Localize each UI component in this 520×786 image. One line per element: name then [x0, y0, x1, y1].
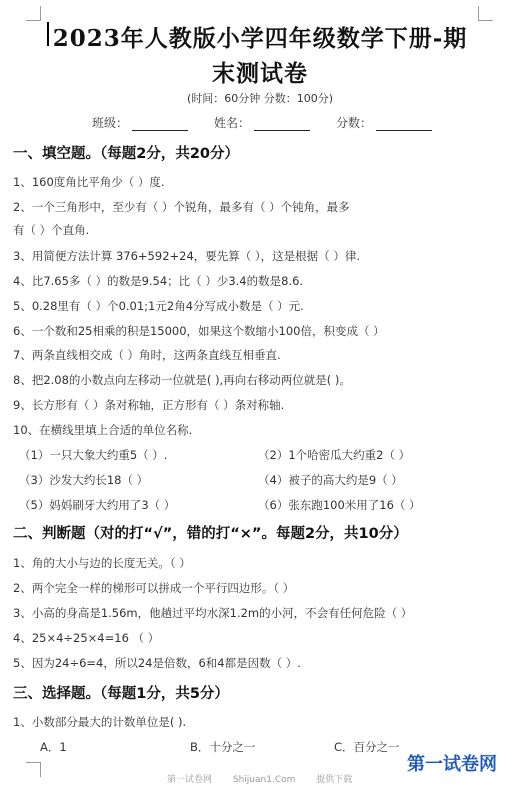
site-watermark: 第一试卷网	[407, 754, 497, 775]
exam-time-score: (时间：60分钟 分数：100分)	[186, 92, 334, 105]
score-blank[interactable]	[376, 118, 432, 131]
class-field[interactable]	[92, 114, 188, 131]
page-footer	[167, 772, 370, 785]
judge-question: 4、25×4÷25×4=16 （ ）	[13, 631, 160, 645]
fill-question: 10、在横线里填上合适的单位名称.	[13, 423, 193, 437]
class-blank[interactable]	[132, 118, 188, 131]
choice-option-c: C．百分之一	[334, 740, 400, 754]
fill-question: 4、比7.65多（ ）的数是9.54；比（ ）少3.4的数是8.6.	[13, 274, 304, 288]
name-blank[interactable]	[254, 118, 310, 131]
fill-question: 6、一个数和25相乘的积是15000，如果这个数缩小100倍，积变成（ ）	[13, 324, 385, 338]
unit-question: （1）一只大象大约重5（ ）.	[19, 448, 168, 462]
fill-question: 3、用简便方法计算 376+592+24，要先算（ ），这是根据（ ）律.	[13, 249, 360, 263]
judge-question: 3、小高的身高是1.56m，他趟过平均水深1.2m的小河，不会有任何危险（ ）	[13, 606, 413, 620]
choice-option-a: A．1	[40, 740, 67, 754]
crop-mark-top-right	[478, 6, 493, 21]
footer-download-text: 提供下载	[316, 775, 353, 785]
name-field[interactable]	[214, 114, 310, 131]
fill-question: 9、长方形有（ ）条对称轴，正方形有（ ）条对称轴.	[13, 398, 285, 412]
fill-question: 5、0.28里有（ ）个0.01;1元2角4分写成小数是（ ）元.	[13, 299, 304, 313]
choice-option-b: B．十分之一	[190, 740, 256, 754]
document-title-line1: 2023年人教版小学四年级数学下册-期	[52, 25, 468, 52]
score-field[interactable]	[336, 114, 432, 131]
name-label: 姓名：	[214, 116, 251, 130]
crop-mark-top-left	[26, 6, 41, 21]
unit-question: （2）1个哈密瓜大约重2（ ）	[258, 448, 411, 462]
unit-question: （4）被子的高大约是9（ ）	[258, 473, 403, 487]
footer-site-url: Shijuan1.Com	[232, 775, 296, 785]
document-title-line2: 末测试卷	[212, 60, 308, 87]
unit-question: （3）沙发大约长18（ ）	[19, 473, 149, 487]
section-judge-title: 二、判断题（对的打“√”，错的打“×”。每题2分，共10分）	[13, 526, 408, 542]
fill-question: 1、160度角比平角少（ ）度.	[13, 175, 165, 189]
fill-question: 8、把2.08的小数点向左移动一位就是( ),再向右移动两位就是( )。	[13, 373, 351, 387]
judge-question: 5、因为24÷6=4，所以24是倍数，6和4都是因数（ ）.	[13, 656, 301, 670]
unit-question: （6）张东跑100米用了16（ ）	[258, 498, 421, 512]
class-label: 班级：	[92, 116, 129, 130]
fill-question: 2、一个三角形中，至少有（ ）个锐角，最多有（ ）个钝角，最多	[13, 200, 350, 214]
choice-question: 1、小数部分最大的计数单位是( ).	[13, 715, 187, 729]
section-fill-title: 一、填空题。（每题2分，共20分）	[13, 146, 240, 162]
fill-question: 有（ ）个直角.	[13, 223, 90, 237]
crop-mark-bottom-left	[26, 762, 41, 777]
judge-question: 1、角的大小与边的长度无关。（ ）	[13, 556, 191, 570]
section-choice-title: 三、选择题。（每题1分，共5分）	[13, 686, 229, 702]
footer-site-name: 第一试卷网	[167, 775, 213, 785]
judge-question: 2、两个完全一样的梯形可以拼成一个平行四边形。（ ）	[13, 581, 295, 595]
unit-question: （5）妈妈刷牙大约用了3（ ）	[19, 498, 176, 512]
fill-question: 7、两条直线相交成（ ）角时，这两条直线互相垂直.	[13, 348, 281, 362]
score-label: 分数：	[336, 116, 373, 130]
